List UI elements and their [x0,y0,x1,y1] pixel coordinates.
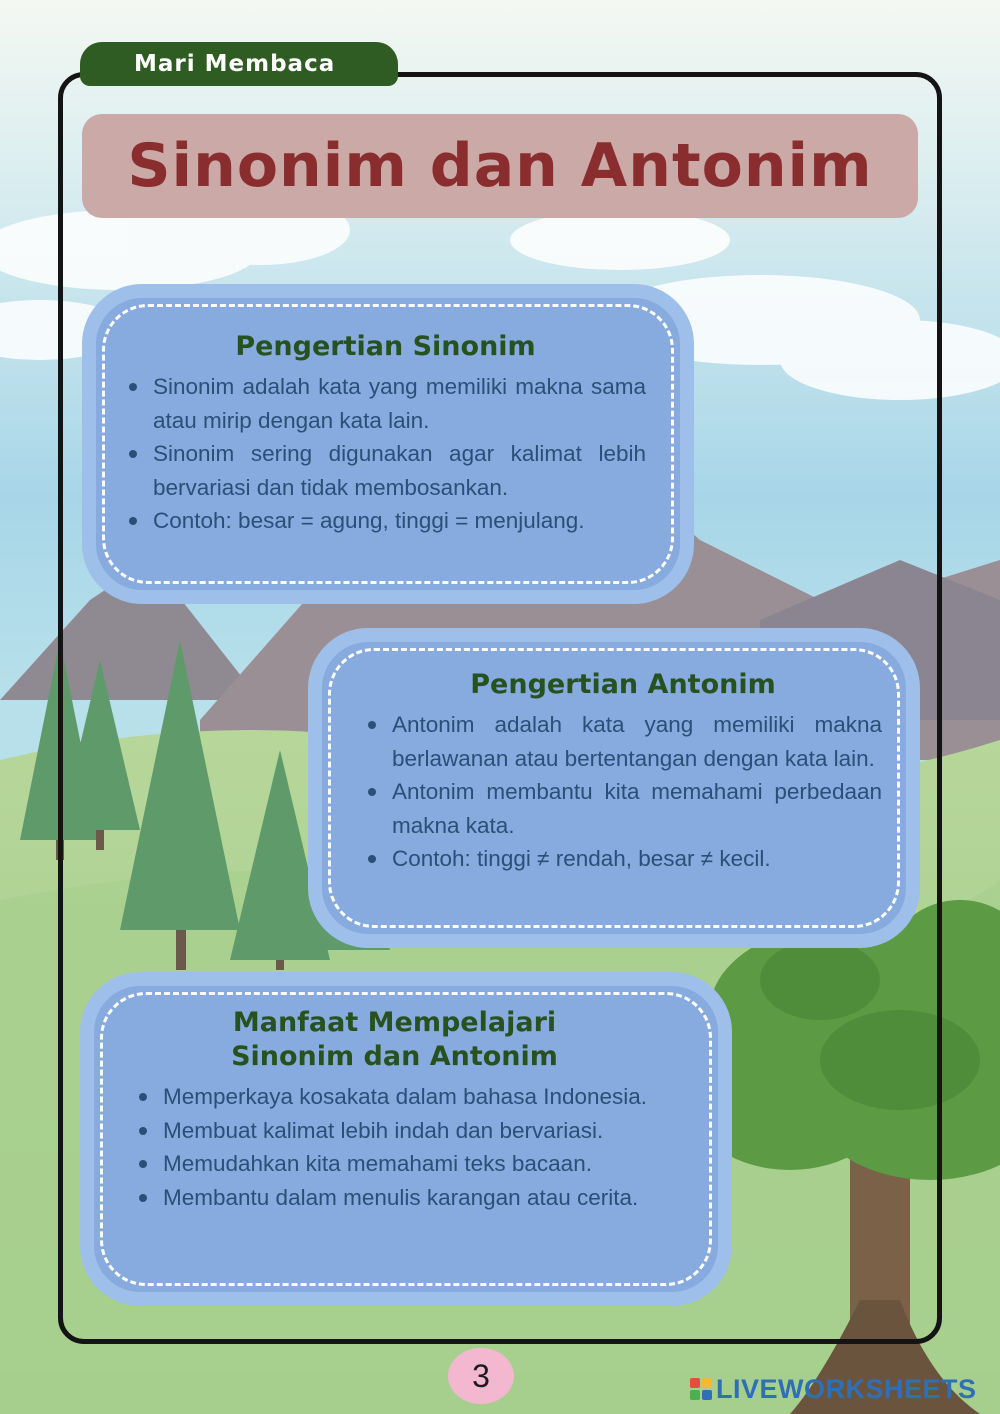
bullet-list [125,370,646,538]
card-heading: Pengertian Sinonim [235,331,536,362]
logo-text: LIVEWORKSHEETS [716,1373,977,1404]
card-heading: Pengertian Antonim [470,669,776,700]
list-item: Memudahkan kita memahami teks bacaan. [135,1147,654,1181]
card-manfaat [80,972,732,1306]
list-item: Sinonim adalah kata yang memiliki makna sama atau mirip dengan kata lain. [125,370,646,437]
list-item: Sinonim sering digunakan agar kalimat lebih bervariasi dan tidak membosankan. [125,437,646,504]
card-pengertian-sinonim [82,284,694,604]
liveworksheets-logo[interactable] [690,1372,977,1406]
list-item: Antonim membantu kita memahami perbedaan makna kata. [364,775,882,842]
list-item: Membuat kalimat lebih indah dan bervariasi. [135,1114,654,1148]
list-item: Membantu dalam menulis karangan atau cerita. [135,1181,654,1215]
list-item: Memperkaya kosakata dalam bahasa Indonesia. [135,1080,654,1114]
page-number: 3 [448,1348,514,1404]
card-heading-line2: Sinonim dan Antonim [231,1041,558,1072]
bullet-list [364,708,882,876]
page-title: Sinonim dan Antonim [82,114,918,218]
card-heading-line1: Manfaat Mempelajari [232,1007,557,1038]
list-item: Contoh: tinggi ≠ rendah, besar ≠ kecil. [364,842,882,876]
section-tab: Mari Membaca [80,42,398,86]
bullet-list [135,1080,654,1214]
card-pengertian-antonim [308,628,920,948]
liveworksheets-icon [690,1378,712,1400]
list-item: Antonim adalah kata yang memiliki makna berlawanan atau bertentangan dengan kata lain. [364,708,882,775]
list-item: Contoh: besar = agung, tinggi = menjulang. [125,504,646,538]
